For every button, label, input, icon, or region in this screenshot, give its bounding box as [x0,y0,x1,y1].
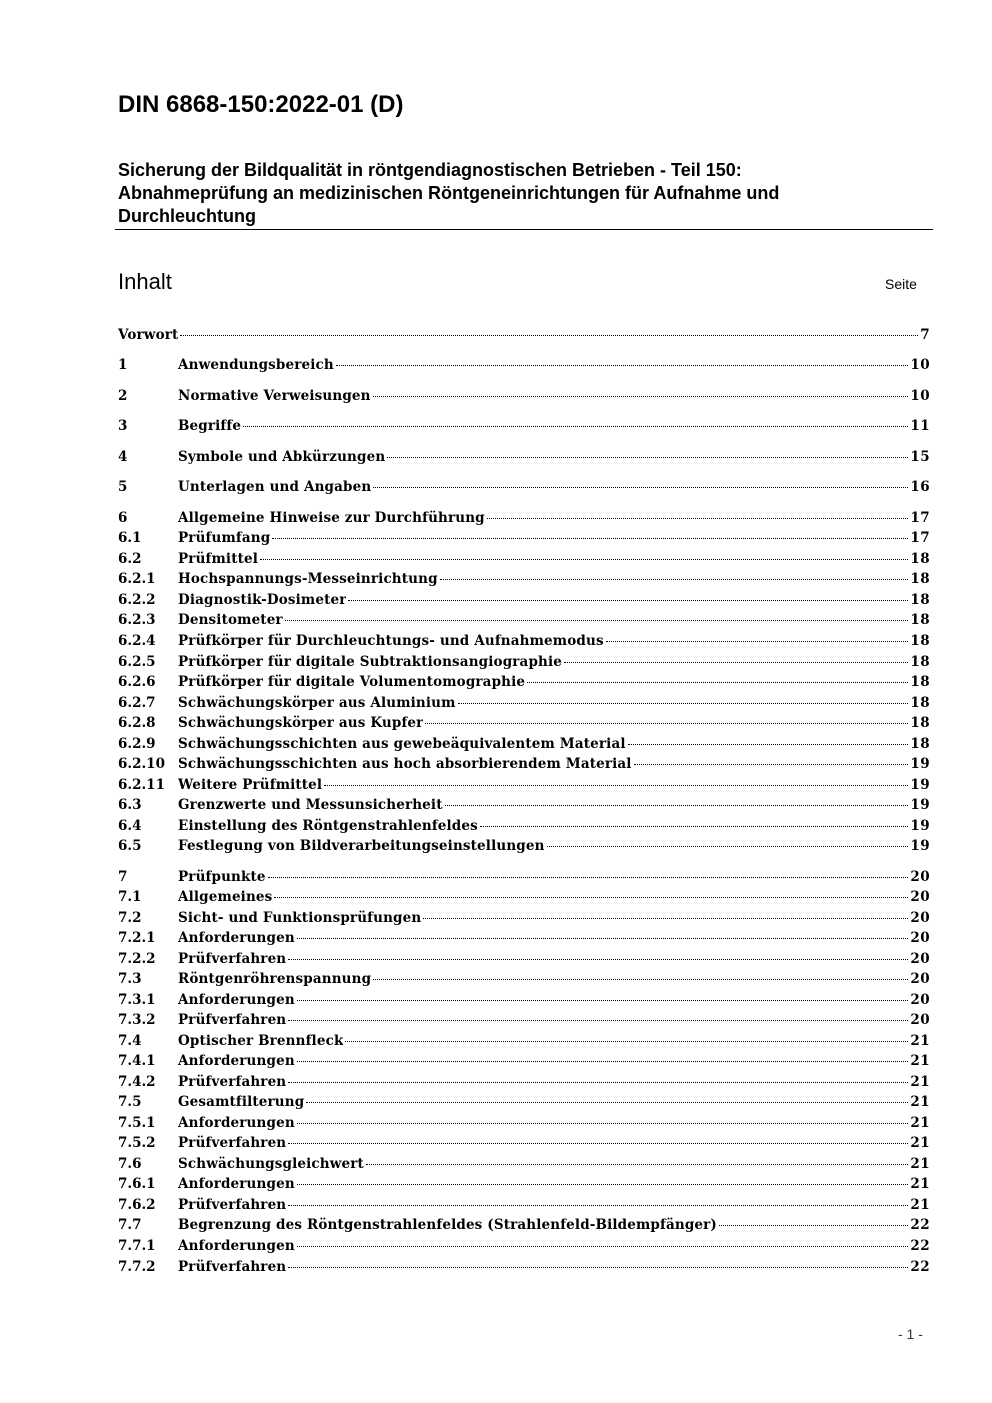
document-title-line: Sicherung der Bildqualität in röntgendiagnostischen Betrieben - Teil 150: [118,160,742,180]
toc-entry-page: 18 [910,571,930,587]
toc-entry-page: 10 [910,388,930,404]
toc-entry-title: Gesamtfilterung [178,1094,305,1110]
toc-entry[interactable] [118,652,930,672]
toc-dot-leader [274,897,908,898]
toc-entry-title: Anforderungen [178,930,295,946]
toc-dot-leader [547,846,909,847]
toc-dot-leader [366,1164,909,1165]
toc-entry[interactable] [118,355,930,375]
toc-dot-leader [297,1123,909,1124]
toc-dot-leader [268,877,909,878]
toc-entry[interactable] [118,1010,930,1030]
toc-entry-number: 7.7.2 [118,1259,156,1275]
toc-entry[interactable] [118,908,930,928]
toc-dot-leader [272,538,908,539]
toc-entry[interactable] [118,949,930,969]
toc-dot-leader [297,1000,909,1001]
toc-entry-title: Prüfpunkte [178,869,266,885]
toc-dot-leader [348,600,908,601]
toc-entry-title: Prüfmittel [178,551,258,567]
toc-entry-title: Röntgenröhrenspannung [178,971,372,987]
toc-entry-page: 21 [910,1053,930,1069]
toc-entry[interactable] [118,693,930,713]
toc-entry-number: 6.5 [118,838,142,854]
toc-dot-leader [387,457,908,458]
toc-entry-title: Anforderungen [178,1176,295,1192]
toc-entry[interactable] [118,569,930,589]
toc-entry-number: 7.4 [118,1033,142,1049]
toc-entry-page: 18 [910,633,930,649]
toc-entry-page: 17 [910,510,930,526]
toc-dot-leader [260,559,908,560]
toc-dot-leader [324,785,908,786]
toc-entry[interactable] [118,1174,930,1194]
toc-entry-number: 7.6.2 [118,1197,156,1213]
toc-entry-number: 7.3.2 [118,1012,156,1028]
toc-entry-number: 6.2.7 [118,695,156,711]
toc-entry-title: Schwächungsschichten aus hoch absorbierendem Material [178,756,632,772]
toc-entry-title: Prüfverfahren [178,951,287,967]
toc-entry-title: Normative Verweisungen [178,388,371,404]
toc-entry[interactable] [118,1195,930,1215]
toc-entry-number: 6.2.6 [118,674,156,690]
toc-entry-title: Festlegung von Bildverarbeitungseinstellungen [178,838,545,854]
toc-entry[interactable] [118,867,930,887]
toc-entry-title: Allgemeines [178,889,273,905]
toc-entry[interactable] [118,447,930,467]
toc-entry-number: 6.2.5 [118,654,156,670]
toc-dot-leader [634,764,909,765]
toc-entry-page: 20 [910,951,930,967]
toc-entry[interactable] [118,325,930,345]
toc-entry-page: 10 [910,357,930,373]
toc-entry-page: 15 [910,449,930,465]
toc-entry-title: Allgemeine Hinweise zur Durchführung [178,510,485,526]
toc-dot-leader [564,662,908,663]
toc-entry-number: 7.3 [118,971,142,987]
toc-entry-page: 17 [910,530,930,546]
toc-entry-number: 7.4.1 [118,1053,156,1069]
toc-dot-leader [423,918,908,919]
document-title-line: Abnahmeprüfung an medizinischen Röntgeneinrichtungen für Aufnahme und [118,183,780,203]
toc-entry-title: Optischer Brennfleck [178,1033,344,1049]
toc-entry-title: Prüfverfahren [178,1012,287,1028]
toc-entry-title: Prüfverfahren [178,1135,287,1151]
toc-entry-page: 21 [910,1074,930,1090]
toc-entry-title: Anforderungen [178,992,295,1008]
toc-entry-title: Weitere Prüfmittel [178,777,323,793]
toc-entry-page: 11 [910,418,930,434]
toc-entry[interactable] [118,990,930,1010]
toc-entry-page: 20 [910,971,930,987]
toc-dot-leader [373,487,908,488]
toc-entry[interactable] [118,816,930,836]
toc-entry-number: 7.7 [118,1217,142,1233]
toc-dot-leader [345,1041,908,1042]
toc-entry-page: 21 [910,1094,930,1110]
toc-entry[interactable] [118,1215,930,1235]
toc-entry-page: 21 [910,1156,930,1172]
toc-entry[interactable] [118,1092,930,1112]
toc-entry-number: 6.2.8 [118,715,156,731]
toc-entry-number: 6.3 [118,797,142,813]
toc-entry[interactable] [118,386,930,406]
toc-entry-number: 6.2.2 [118,592,156,608]
toc-entry[interactable] [118,672,930,692]
toc-entry-title: Unterlagen und Angaben [178,479,372,495]
toc-entry-title: Vorwort [118,327,179,343]
document-title-line: Durchleuchtung [118,206,256,226]
toc-entry-number: 7.5.2 [118,1135,156,1151]
toc-entry[interactable] [118,734,930,754]
toc-entry-number: 6.4 [118,818,142,834]
toc-dot-leader [288,1267,908,1268]
toc-entry-title: Diagnostik-Dosimeter [178,592,347,608]
toc-dot-leader [297,1061,909,1062]
toc-entry-number: 7.4.2 [118,1074,156,1090]
toc-entry-page: 20 [910,869,930,885]
toc-entry-page: 20 [910,889,930,905]
toc-entry[interactable] [118,549,930,569]
toc-entry-page: 19 [910,777,930,793]
toc-entry[interactable] [118,1051,930,1071]
toc-entry-page: 20 [910,910,930,926]
toc-entry-number: 6.2.1 [118,571,156,587]
toc-entry-title: Prüfkörper für digitale Volumentomographie [178,674,526,690]
toc-entry-number: 6.2.11 [118,777,165,793]
toc-entry[interactable] [118,754,930,774]
toc-dot-leader [458,703,909,704]
toc-entry-page: 22 [910,1238,930,1254]
toc-dot-leader [487,518,909,519]
toc-dot-leader [440,579,909,580]
toc-entry-page: 21 [910,1176,930,1192]
toc-entry-page: 21 [910,1115,930,1131]
toc-entry[interactable] [118,631,930,651]
toc-dot-leader [336,365,909,366]
toc-entry-title: Prüfverfahren [178,1259,287,1275]
toc-dot-leader [288,1020,908,1021]
document-id: DIN 6868-150:2022-01 (D) [118,91,404,118]
toc-entry-page: 7 [920,327,930,343]
toc-entry-title: Schwächungskörper aus Aluminium [178,695,456,711]
toc-entry[interactable] [118,928,930,948]
toc-dot-leader [243,426,908,427]
toc-entry-page: 22 [910,1259,930,1275]
toc-entry-page: 18 [910,715,930,731]
toc-entry-number: 6.2.4 [118,633,156,649]
toc-entry-number: 3 [118,418,128,434]
toc-entry-title: Schwächungskörper aus Kupfer [178,715,424,731]
toc-entry-number: 7.1 [118,889,142,905]
toc-entry-number: 4 [118,449,128,465]
toc-entry-title: Anwendungsbereich [178,357,334,373]
toc-page-column-label: Seite [885,276,917,292]
toc-entry[interactable] [118,795,930,815]
toc-dot-leader [480,826,909,827]
toc-entry-page: 20 [910,992,930,1008]
toc-entry-number: 6.2.3 [118,612,156,628]
toc-entry-title: Prüfverfahren [178,1197,287,1213]
toc-entry-title: Prüfverfahren [178,1074,287,1090]
toc-dot-leader [288,1205,908,1206]
toc-dot-leader [628,744,909,745]
toc-entry[interactable] [118,1236,930,1256]
toc-dot-leader [297,1246,909,1247]
toc-entry-page: 18 [910,695,930,711]
toc-dot-leader [288,1082,908,1083]
toc-entry-number: 6.2 [118,551,142,567]
toc-dot-leader [288,959,908,960]
toc-entry[interactable] [118,1257,930,1277]
toc-entry-number: 6.1 [118,530,142,546]
toc-entry[interactable] [118,610,930,630]
toc-entry[interactable] [118,508,930,528]
toc-entry-title: Anforderungen [178,1053,295,1069]
toc-entry-page: 19 [910,756,930,772]
toc-entry-number: 1 [118,357,128,373]
table-of-contents [118,0,930,1403]
toc-entry-number: 7 [118,869,128,885]
toc-entry[interactable] [118,590,930,610]
toc-entry-number: 7.2.1 [118,930,156,946]
toc-entry-page: 19 [910,838,930,854]
toc-entry-page: 19 [910,818,930,834]
toc-dot-leader [719,1225,908,1226]
toc-entry-number: 7.2 [118,910,142,926]
toc-entry-page: 16 [910,479,930,495]
toc-entry[interactable] [118,1031,930,1051]
toc-entry-title: Sicht- und Funktionsprüfungen [178,910,422,926]
toc-entry[interactable] [118,528,930,548]
toc-entry[interactable] [118,1154,930,1174]
toc-entry-number: 7.2.2 [118,951,156,967]
toc-dot-leader [373,396,909,397]
toc-entry-page: 18 [910,551,930,567]
toc-entry-title: Einstellung des Röntgenstrahlenfeldes [178,818,478,834]
toc-dot-leader [288,1143,908,1144]
toc-entry-page: 21 [910,1135,930,1151]
toc-entry-page: 18 [910,654,930,670]
toc-entry-title: Anforderungen [178,1115,295,1131]
toc-entry[interactable] [118,887,930,907]
toc-entry-title: Begriffe [178,418,242,434]
toc-dot-leader [527,682,908,683]
toc-entry-page: 18 [910,592,930,608]
toc-entry[interactable] [118,713,930,733]
toc-entry-title: Hochspannungs-Messeinrichtung [178,571,438,587]
toc-entry-page: 18 [910,736,930,752]
toc-dot-leader [285,620,909,621]
toc-entry-title: Prüfumfang [178,530,271,546]
toc-entry-page: 21 [910,1033,930,1049]
toc-entry-page: 18 [910,674,930,690]
toc-dot-leader [306,1102,908,1103]
toc-dot-leader [297,938,909,939]
toc-entry[interactable] [118,1133,930,1153]
toc-entry-number: 7.6.1 [118,1176,156,1192]
page-number: - 1 - [898,1326,923,1342]
toc-entry-page: 20 [910,1012,930,1028]
toc-entry[interactable] [118,416,930,436]
toc-entry[interactable] [118,1072,930,1092]
toc-entry-page: 20 [910,930,930,946]
toc-heading: Inhalt [118,269,172,294]
toc-entry[interactable] [118,775,930,795]
toc-entry[interactable] [118,1113,930,1133]
toc-entry-title: Anforderungen [178,1238,295,1254]
toc-entry-number: 2 [118,388,128,404]
toc-entry-number: 6.2.10 [118,756,165,772]
toc-entry-page: 18 [910,612,930,628]
toc-dot-leader [606,641,909,642]
toc-entry-number: 6 [118,510,128,526]
toc-entry-page: 22 [910,1217,930,1233]
toc-entry-number: 5 [118,479,128,495]
toc-entry[interactable] [118,477,930,497]
toc-entry[interactable] [118,969,930,989]
toc-dot-leader [373,979,908,980]
toc-entry-page: 21 [910,1197,930,1213]
toc-entry-title: Schwächungsschichten aus gewebeäquivalentem Material [178,736,626,752]
toc-entry-page: 19 [910,797,930,813]
toc-entry-title: Begrenzung des Röntgenstrahlenfeldes (Strahlenfeld-Bildempfänger) [178,1217,717,1233]
toc-entry-number: 7.7.1 [118,1238,156,1254]
toc-dot-leader [425,723,908,724]
toc-entry[interactable] [118,836,930,856]
toc-entry-title: Prüfkörper für Durchleuchtungs- und Aufnahmemodus [178,633,604,649]
toc-dot-leader [445,805,909,806]
toc-entry-number: 7.5.1 [118,1115,156,1131]
toc-entry-title: Grenzwerte und Messunsicherheit [178,797,443,813]
toc-entry-title: Schwächungsgleichwert [178,1156,364,1172]
toc-entry-number: 7.3.1 [118,992,156,1008]
toc-entry-number: 7.5 [118,1094,142,1110]
toc-entry-number: 7.6 [118,1156,142,1172]
toc-entry-title: Symbole und Abkürzungen [178,449,386,465]
toc-entry-number: 6.2.9 [118,736,156,752]
toc-dot-leader [297,1184,909,1185]
toc-dot-leader [180,335,918,336]
toc-entry-title: Prüfkörper für digitale Subtraktionsangiographie [178,654,563,670]
toc-entry-title: Densitometer [178,612,283,628]
